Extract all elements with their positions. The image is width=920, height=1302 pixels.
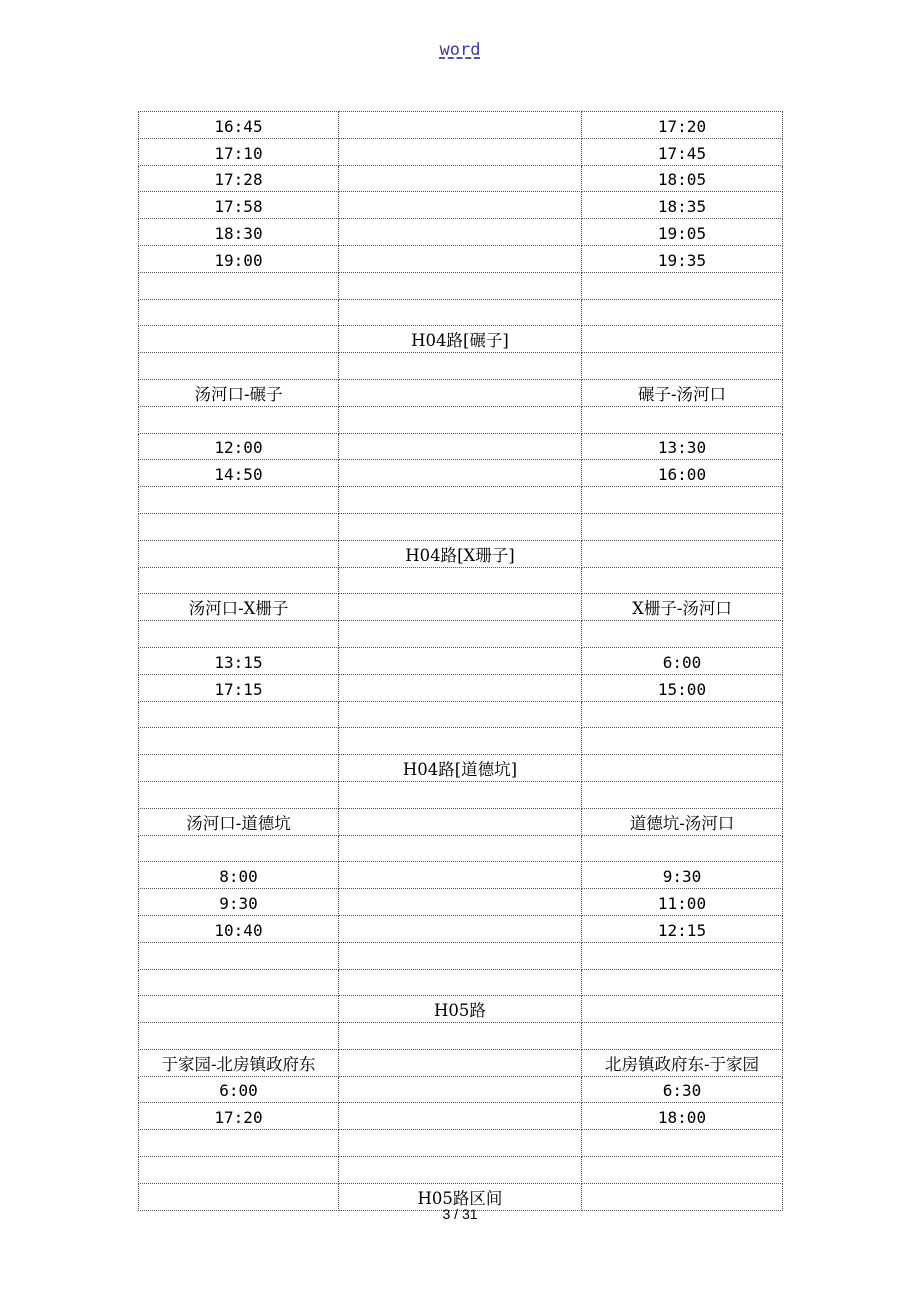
table-cell [139,567,339,594]
table-cell [582,567,783,594]
table-cell [139,299,339,326]
table-cell: 17:15 [139,674,339,701]
table-row [139,1157,783,1184]
table-cell [339,674,582,701]
table-row [139,460,783,487]
table-cell [139,326,339,353]
table-cell [139,272,339,299]
table-cell [139,1023,339,1050]
table-row [139,353,783,380]
table-cell [339,219,582,246]
schedule-table-body [139,112,783,1211]
table-row [139,889,783,916]
table-row [139,808,783,835]
table-cell: 17:10 [139,138,339,165]
table-cell [582,326,783,353]
table-row [139,112,783,139]
table-cell [339,299,582,326]
table-row [139,1023,783,1050]
table-cell: 汤河口-碾子 [139,379,339,406]
table-cell: H04路[X珊子] [339,540,582,567]
table-cell: 9:30 [139,889,339,916]
table-cell [339,594,582,621]
table-cell [339,781,582,808]
table-cell [139,996,339,1023]
table-cell [339,915,582,942]
table-row [139,219,783,246]
table-cell: 12:15 [582,915,783,942]
table-row [139,326,783,353]
table-cell: H04路[碾子] [339,326,582,353]
table-cell: 18:05 [582,165,783,192]
table-cell [139,406,339,433]
header-word-link[interactable]: word [439,40,481,60]
table-cell: 13:15 [139,647,339,674]
table-cell: H05路 [339,996,582,1023]
table-cell [339,245,582,272]
table-cell [582,353,783,380]
table-row [139,862,783,889]
table-cell [339,647,582,674]
table-cell: 19:05 [582,219,783,246]
table-cell [339,1157,582,1184]
table-cell: 于家园-北房镇政府东 [139,1049,339,1076]
table-cell [582,272,783,299]
table-cell: 11:00 [582,889,783,916]
table-cell: 17:28 [139,165,339,192]
table-cell: 18:00 [582,1103,783,1130]
table-cell: 17:45 [582,138,783,165]
table-cell [339,889,582,916]
table-cell: 汤河口-X栅子 [139,594,339,621]
table-cell: 6:30 [582,1076,783,1103]
table-cell [139,969,339,996]
table-cell [139,701,339,728]
table-row [139,1049,783,1076]
table-cell: 10:40 [139,915,339,942]
table-row [139,647,783,674]
table-cell [339,835,582,862]
table-row [139,272,783,299]
table-row [139,835,783,862]
table-cell: H05路区间 [339,1183,582,1210]
table-cell [339,942,582,969]
table-cell [582,835,783,862]
table-row [139,1130,783,1157]
table-row [139,567,783,594]
table-cell: 16:00 [582,460,783,487]
table-cell [582,728,783,755]
table-row [139,701,783,728]
table-cell: 18:35 [582,192,783,219]
table-row [139,513,783,540]
table-cell [339,621,582,648]
table-cell [139,353,339,380]
table-cell [339,192,582,219]
table-cell [139,755,339,782]
table-row [139,915,783,942]
table-cell [339,487,582,514]
table-cell [339,138,582,165]
table-cell [582,755,783,782]
table-cell: 15:00 [582,674,783,701]
table-row [139,755,783,782]
table-cell: H04路[道德坑] [339,755,582,782]
table-cell [339,165,582,192]
table-cell: 14:50 [139,460,339,487]
table-cell [582,942,783,969]
table-cell [582,1130,783,1157]
table-cell [139,781,339,808]
table-row [139,969,783,996]
table-cell [582,299,783,326]
table-cell [339,112,582,139]
table-cell [139,835,339,862]
table-cell [139,1130,339,1157]
table-row [139,433,783,460]
table-row [139,379,783,406]
table-row [139,299,783,326]
table-cell [582,1157,783,1184]
table-cell: X栅子-汤河口 [582,594,783,621]
table-cell [582,1023,783,1050]
table-row [139,674,783,701]
table-row [139,594,783,621]
table-cell: 6:00 [582,647,783,674]
table-cell [139,621,339,648]
table-cell [139,487,339,514]
table-cell [582,487,783,514]
table-cell [339,862,582,889]
table-cell [339,513,582,540]
table-cell [339,808,582,835]
table-cell [582,969,783,996]
table-cell: 13:30 [582,433,783,460]
table-cell [339,460,582,487]
table-cell: 碾子-汤河口 [582,379,783,406]
table-cell: 17:20 [139,1103,339,1130]
table-cell: 16:45 [139,112,339,139]
table-cell [139,540,339,567]
table-cell [139,513,339,540]
table-cell: 6:00 [139,1076,339,1103]
table-cell: 18:30 [139,219,339,246]
table-cell: 19:35 [582,245,783,272]
table-row [139,406,783,433]
table-cell [339,1130,582,1157]
table-row [139,192,783,219]
table-row [139,487,783,514]
table-row [139,540,783,567]
table-cell [582,540,783,567]
table-cell [582,701,783,728]
table-row [139,245,783,272]
table-row [139,138,783,165]
table-cell: 12:00 [139,433,339,460]
table-cell [339,728,582,755]
table-cell [339,379,582,406]
table-row [139,621,783,648]
table-row [139,728,783,755]
table-cell [339,406,582,433]
table-cell: 9:30 [582,862,783,889]
table-cell [582,621,783,648]
table-cell: 北房镇政府东-于家园 [582,1049,783,1076]
table-cell [139,728,339,755]
table-row [139,996,783,1023]
table-row [139,1103,783,1130]
table-cell [339,969,582,996]
page-number: 3 / 31 [442,1206,478,1222]
table-cell [582,406,783,433]
table-cell [582,781,783,808]
table-cell [339,353,582,380]
table-cell: 19:00 [139,245,339,272]
table-cell [339,701,582,728]
table-cell [339,1023,582,1050]
table-cell [339,1103,582,1130]
table-cell [582,996,783,1023]
table-cell [139,942,339,969]
table-row [139,942,783,969]
table-cell [339,567,582,594]
table-cell [339,1049,582,1076]
bus-schedule-table [138,111,783,1211]
table-cell [339,1076,582,1103]
table-cell [139,1157,339,1184]
table-cell [339,433,582,460]
table-row [139,165,783,192]
table-row [139,781,783,808]
table-cell: 17:20 [582,112,783,139]
table-cell [582,513,783,540]
page-header [0,40,920,60]
table-cell: 17:58 [139,192,339,219]
table-cell: 8:00 [139,862,339,889]
table-cell: 汤河口-道德坑 [139,808,339,835]
table-cell [339,272,582,299]
table-row [139,1076,783,1103]
table-cell: 道德坑-汤河口 [582,808,783,835]
